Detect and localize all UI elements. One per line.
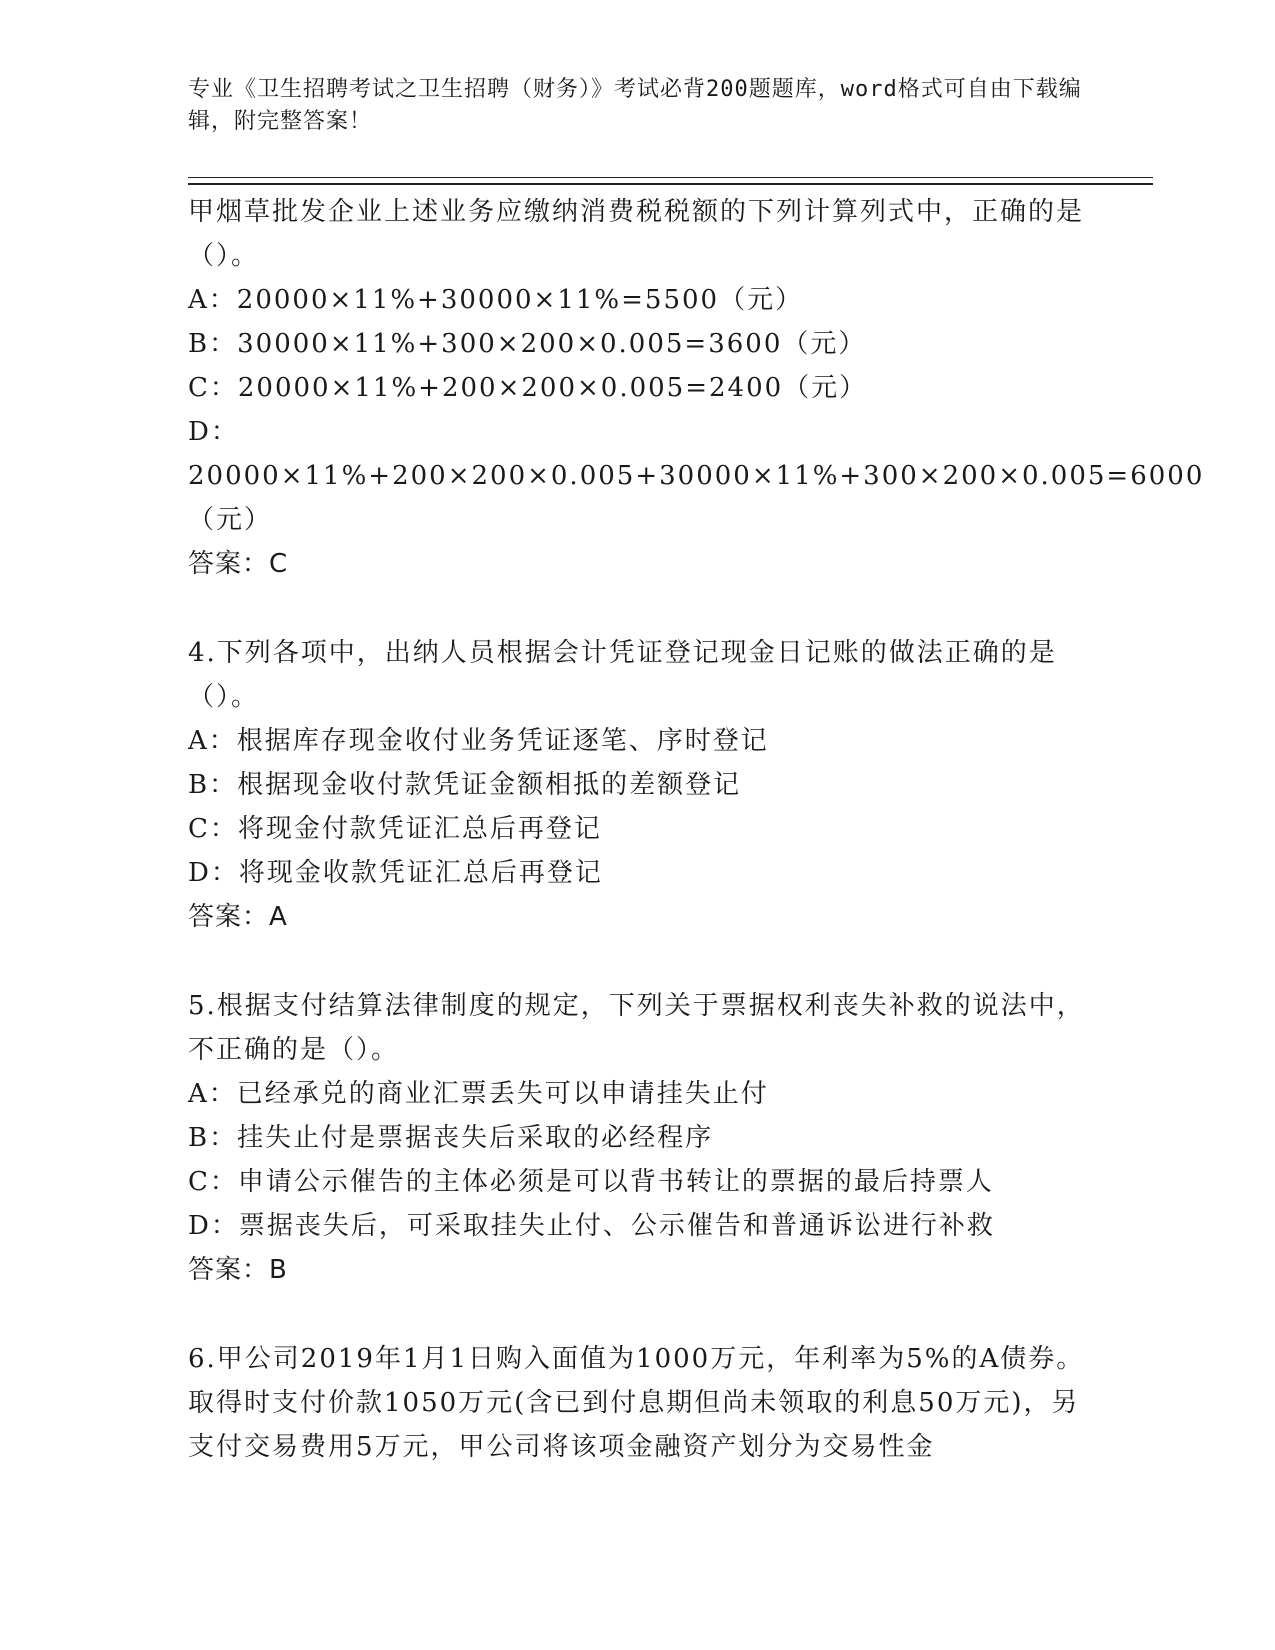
- header-title: 专业《卫生招聘考试之卫生招聘（财务）》考试必背200题题库，word格式可自由下载编辑，附完整答案！: [188, 77, 1082, 134]
- option-d: D：20000×11%+200×200×0.005+30000×11%+300×200×0.005=6000（元）: [188, 417, 1205, 535]
- option-a: A：根据库存现金收付业务凭证逐笔、序时登记: [188, 726, 769, 756]
- header-divider-top: [188, 177, 1153, 178]
- question-4: [188, 631, 1088, 939]
- question-3-continued: [188, 190, 1205, 586]
- option-b: B：30000×11%+300×200×0.005=3600（元）: [188, 329, 867, 359]
- option-a: A：已经承兑的商业汇票丢失可以申请挂失止付: [188, 1079, 769, 1109]
- option-d: D：票据丧失后，可采取挂失止付、公示催告和普通诉讼进行补救: [188, 1211, 995, 1241]
- option-d: D：将现金收款凭证汇总后再登记: [188, 858, 603, 888]
- question-stem: 甲烟草批发企业上述业务应缴纳消费税税额的下列计算列式中，正确的是（）。: [188, 197, 1085, 271]
- question-list: [188, 190, 1205, 1514]
- document-header: [188, 74, 1088, 138]
- question-6: [188, 1337, 1088, 1469]
- question-stem: 5.根据支付结算法律制度的规定，下列关于票据权利丧失补救的说法中，不正确的是（）。: [188, 991, 1085, 1065]
- question-stem: 6.甲公司2019年1月1日购入面值为1000万元，年利率为5%的A债券。取得时支付价款1050万元(含已到付息期但尚未领取的利息50万元)，另支付交易费用5万元，甲公司将该项金融资产划分为交易性金: [188, 1344, 1085, 1462]
- question-5: [188, 984, 1088, 1292]
- answer-label: 答案：A: [188, 902, 288, 932]
- header-divider-bottom: [188, 183, 1153, 185]
- answer-label: 答案：B: [188, 1255, 288, 1285]
- answer-label: 答案：C: [188, 549, 289, 579]
- option-c: C：申请公示催告的主体必须是可以背书转让的票据的最后持票人: [188, 1167, 994, 1197]
- question-stem: 4.下列各项中，出纳人员根据会计凭证登记现金日记账的做法正确的是（）。: [188, 638, 1057, 712]
- option-c: C：将现金付款凭证汇总后再登记: [188, 814, 602, 844]
- option-c: C：20000×11%+200×200×0.005=2400（元）: [188, 373, 868, 403]
- option-a: A：20000×11%+30000×11%=5500（元）: [188, 285, 804, 315]
- option-b: B：挂失止付是票据丧失后采取的必经程序: [188, 1123, 714, 1153]
- option-b: B：根据现金收付款凭证金额相抵的差额登记: [188, 770, 742, 800]
